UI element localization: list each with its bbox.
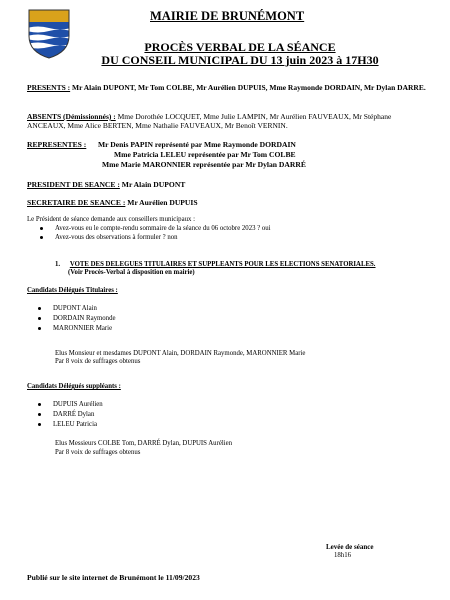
footer-published: Publié sur le site internet de Brunémont le 11/09/2023	[27, 573, 200, 582]
absents-section	[27, 112, 427, 130]
candidate-name: LELEU Patricia	[53, 421, 97, 428]
suppleants-result-line1: Elus Messieurs COLBE Tom, DARRÉ Dylan, DUPUIS Aurélien	[55, 440, 233, 447]
bullet-icon	[38, 403, 41, 406]
vote-title: VOTE DES DELEGUES TITULAIRES ET SUPPLEANTS POUR LES ELECTIONS SENATORIALES.	[69, 261, 376, 268]
session-title	[90, 41, 390, 67]
president-value: Mr Alain DUPONT	[119, 180, 186, 189]
representes-line-1: Mr Denis PAPIN représenté par Mme Raymonde DORDAIN	[98, 140, 296, 149]
bullet-icon	[38, 413, 41, 416]
list-item	[38, 314, 116, 324]
presents-text: Mr Alain DUPONT, Mr Tom COLBE, Mr Aurélien DUPUIS, Mme Raymonde DORDAIN, Mr Dylan DARRE.	[70, 83, 426, 92]
intro-bullet-2	[40, 234, 178, 241]
suppleants-result-line2: Par 8 voix de suffrages obtenus	[55, 449, 141, 456]
secretaire-label: SECRETAIRE DE SEANCE :	[27, 198, 126, 207]
representes-line-2: Mme Patricia LELEU représentée par Mr Tom COLBE	[114, 150, 296, 159]
titulaires-list	[38, 304, 116, 334]
absents-label: ABSENTS (Démissionnés) :	[27, 112, 116, 121]
titulaires-result-line2: Par 8 voix de suffrages obtenus	[55, 358, 141, 365]
session-title-line1: PROCÈS VERBAL DE LA SÉANCE	[144, 40, 336, 54]
absents-text: Mme Dorothée LOCQUET, Mme Julie LAMPIN, Mr Aurélien FAUVEAUX, Mr Stéphane ANCEAUX, Mme Alice BERTEN, Mme Nathalie FAUVEAUX, Mr Benoît VERNIN.	[27, 112, 392, 130]
titulaires-heading: Candidats Délégués Titulaires :	[27, 287, 118, 294]
intro-bullet-1	[40, 225, 271, 232]
closing-time: 18h16	[334, 552, 351, 559]
candidate-name: DUPONT Alain	[53, 305, 97, 312]
secretaire-section	[27, 198, 198, 207]
list-item	[38, 324, 116, 334]
secretaire-value: Mr Aurélien DUPUIS	[125, 198, 198, 207]
president-label: PRESIDENT DE SEANCE :	[27, 180, 120, 189]
titulaires-result-line1: Elus Monsieur et mesdames DUPONT Alain, DORDAIN Raymonde, MARONNIER Marie	[55, 350, 306, 357]
vote-number: 1.	[55, 261, 61, 268]
vote-heading	[55, 261, 376, 268]
presents-label: PRESENTS :	[27, 83, 71, 92]
candidate-name: MARONNIER Marie	[53, 325, 113, 332]
list-item	[38, 400, 103, 410]
closing-label: Levée de séance	[326, 543, 374, 551]
bullet-icon	[38, 423, 41, 426]
bullet-icon	[38, 327, 41, 330]
suppleants-list	[38, 400, 103, 430]
candidate-name: DARRÉ Dylan	[53, 411, 95, 418]
list-item	[38, 410, 103, 420]
bullet-icon	[38, 307, 41, 310]
intro-text: Le Président de séance demande aux conseillers municipaux :	[27, 216, 195, 223]
list-item	[38, 304, 116, 314]
session-title-line2: DU CONSEIL MUNICIPAL DU 13 juin 2023 à 17H30	[101, 53, 379, 67]
president-section	[27, 180, 185, 189]
candidate-name: DORDAIN Raymonde	[53, 315, 116, 322]
list-item	[38, 420, 103, 430]
bullet-icon	[40, 227, 43, 230]
intro-bullet-text: Avez-vous eu le compte-rendu sommaire de la séance du 06 octobre 2023 ? oui	[55, 225, 271, 232]
vote-subtitle: (Voir Procès-Verbal à disposition en mairie)	[68, 269, 195, 276]
presents-section	[27, 83, 427, 92]
municipal-crest-logo	[27, 8, 71, 60]
town-hall-title: MAIRIE DE BRUNÉMONT	[150, 9, 305, 23]
bullet-icon	[40, 236, 43, 239]
candidate-name: DUPUIS Aurélien	[53, 401, 103, 408]
bullet-icon	[38, 317, 41, 320]
suppleants-heading: Candidats Délégués suppléants :	[27, 383, 121, 390]
representes-line-3: Mme Marie MARONNIER représentée par Mr Dylan DARRÉ	[102, 160, 306, 169]
intro-bullet-text: Avez-vous des observations à formuler ? non	[55, 234, 178, 241]
representes-label: REPRESENTES :	[27, 140, 87, 149]
